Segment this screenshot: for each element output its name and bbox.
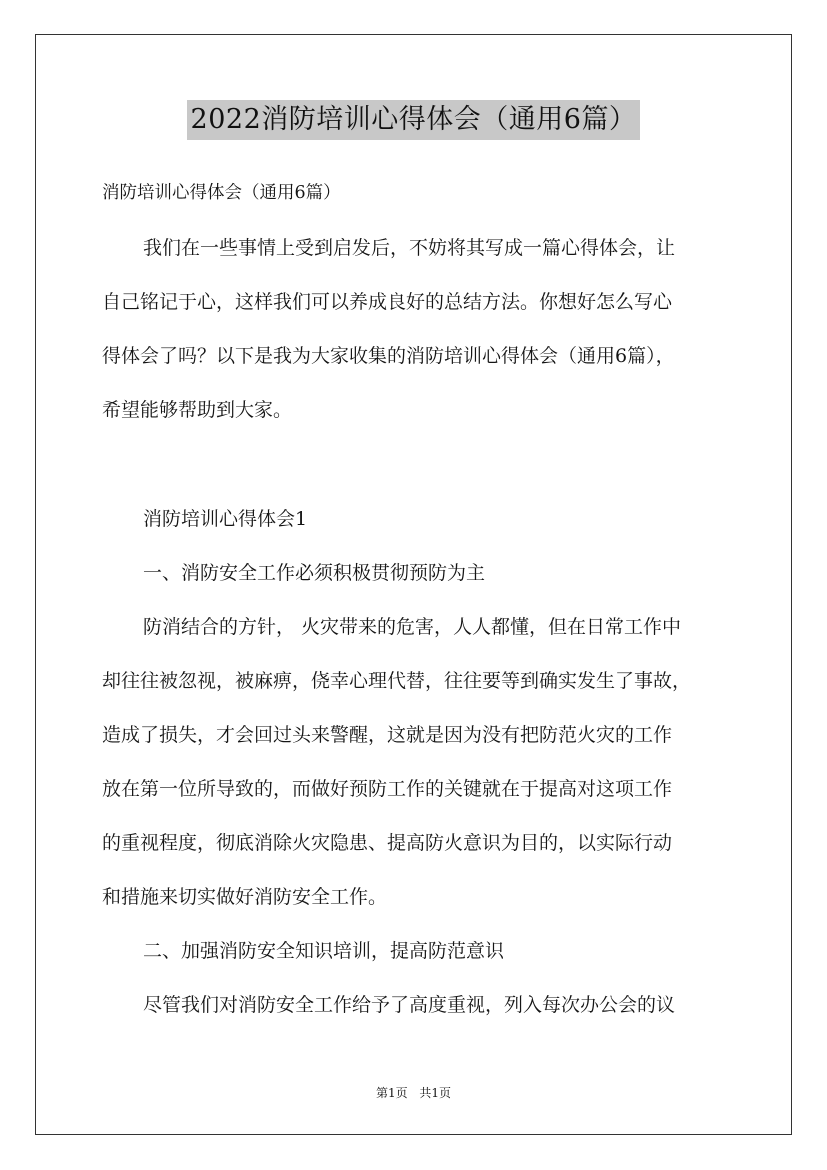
intro-line-2: 自己铭记于心，这样我们可以养成良好的总结方法。你想好怎么写心 <box>102 291 673 313</box>
point1-line-1: 防消结合的方针， 火灾带来的危害，人人都懂，但在日常工作中 <box>143 616 682 638</box>
point1-heading: 一、消防安全工作必须积极贯彻预防为主 <box>143 562 486 584</box>
point2-heading: 二、加强消防安全知识培训，提高防范意识 <box>143 940 505 962</box>
section-heading: 消防培训心得体会1 <box>143 508 308 530</box>
page-number: 第1页 <box>375 1086 408 1100</box>
title-container <box>0 100 827 140</box>
point2-line-1: 尽管我们对消防安全工作给予了高度重视，列入每次办公会的议 <box>143 994 676 1016</box>
intro-line-4: 希望能够帮助到大家。 <box>102 399 293 421</box>
point1-line-4: 放在第一位所导致的，而做好预防工作的关键就在于提高对这项工作 <box>102 778 673 800</box>
intro-line-1: 我们在一些事情上受到启发后，不妨将其写成一篇心得体会，让 <box>143 237 676 259</box>
point1-line-2: 却往往被忽视，被麻痹，侥幸心理代替，往往要等到确实发生了事故， <box>102 670 692 692</box>
page-total: 共1页 <box>419 1086 452 1100</box>
document-subtitle: 消防培训心得体会（通用6篇） <box>102 183 341 203</box>
intro-line-3: 得体会了吗？以下是我为大家收集的消防培训心得体会（通用6篇）， <box>102 345 675 367</box>
point1-line-5: 的重视程度，彻底消除火灾隐患、提高防火意识为目的，以实际行动 <box>102 832 673 854</box>
page-footer <box>0 1085 827 1101</box>
document-title: 2022消防培训心得体会（通用6篇） <box>187 100 641 140</box>
point1-line-6: 和措施来切实做好消防安全工作。 <box>102 886 388 908</box>
point1-line-3: 造成了损失，才会回过头来警醒，这就是因为没有把防范火灾的工作 <box>102 724 673 746</box>
